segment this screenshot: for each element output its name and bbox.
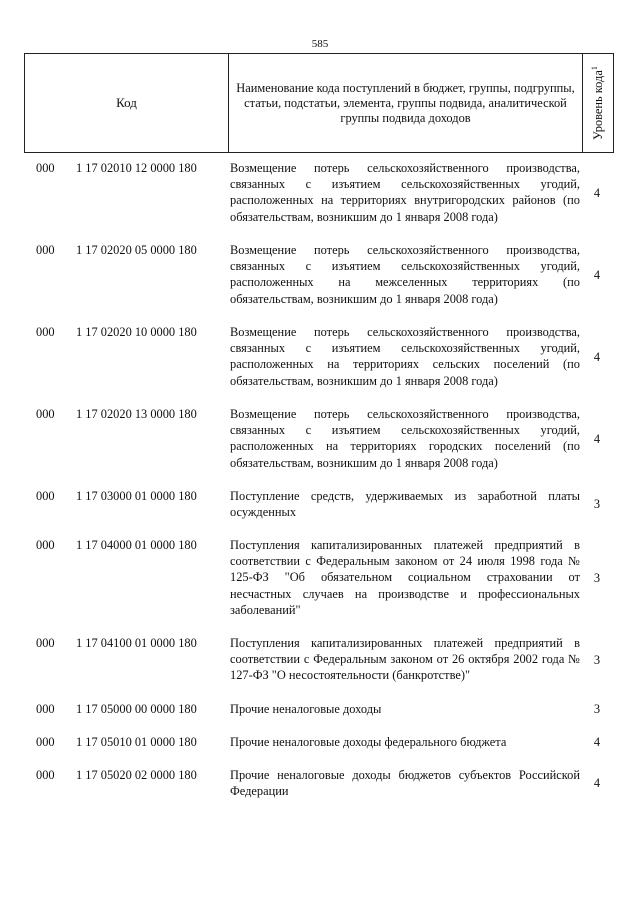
row-name: Возмещение потерь сельскохозяйственного производства, связанных с изъятием сельскохозяйственных угодий, расположенных на территориях городских поселений (по обязательствам, возникшим до 1 января 2008 года) [230,407,580,470]
header-code: Код [25,54,229,152]
header-name: Наименование кода поступлений в бюджет, группы, подгруппы, статьи, подстатьи, элемента, группы подвида, аналитической группы подвида доходов [229,54,583,152]
row-budget-code: 1 17 02020 05 0000 180 [76,243,197,257]
row-level: 4 [593,185,601,200]
table-row [0,406,640,472]
table-header [24,53,614,153]
row-admin-code: 000 [36,325,55,339]
row-budget-code: 1 17 04000 01 0000 180 [76,538,197,552]
row-admin-code: 000 [36,735,55,749]
row-budget-code: 1 17 02020 10 0000 180 [76,325,197,339]
table-row [0,242,640,308]
row-level: 4 [593,349,601,364]
row-budget-code: 1 17 04100 01 0000 180 [76,636,197,650]
row-level: 3 [593,652,601,667]
row-admin-code: 000 [36,768,55,782]
table-row [0,160,640,226]
table-row [0,734,640,751]
row-budget-code: 1 17 02010 12 0000 180 [76,161,197,175]
row-admin-code: 000 [36,407,55,421]
row-admin-code: 000 [36,538,55,552]
row-admin-code: 000 [36,636,55,650]
row-name: Прочие неналоговые доходы федерального бюджета [230,735,507,749]
row-admin-code: 000 [36,702,55,716]
header-level-label: Уровень кода [591,70,606,140]
row-level: 3 [593,570,601,585]
row-name: Возмещение потерь сельскохозяйственного производства, связанных с изъятием сельскохозяйственных угодий, расположенных на межселенных территориях (по обязательствам, возникшим до 1 января 2008 года) [230,243,580,306]
header-level-footnote: 1 [589,66,599,71]
row-name: Поступление средств, удерживаемых из заработной платы осужденных [230,489,580,520]
row-name: Прочие неналоговые доходы бюджетов субъектов Российской Федерации [230,768,580,799]
row-name: Возмещение потерь сельскохозяйственного производства, связанных с изъятием сельскохозяйственных угодий, расположенных на территориях сельских поселений (по обязательствам, возникшим до 1 января 2008 года) [230,325,580,388]
row-name: Возмещение потерь сельскохозяйственного производства, связанных с изъятием сельскохозяйственных угодий, расположенных на территориях внутригородских районов (по обязательствам, возникшим до 1 января 2008 года) [230,161,580,224]
row-admin-code: 000 [36,489,55,503]
row-level: 4 [593,776,601,790]
row-level: 4 [593,267,601,282]
row-budget-code: 1 17 05000 00 0000 180 [76,702,197,716]
table-row [0,635,640,685]
row-admin-code: 000 [36,161,55,175]
row-budget-code: 1 17 05020 02 0000 180 [76,768,197,782]
page-number: 585 [311,38,329,50]
row-level: 4 [593,735,601,749]
row-level: 3 [593,497,601,511]
row-budget-code: 1 17 02020 13 0000 180 [76,407,197,421]
row-name: Поступления капитализированных платежей предприятий в соответствии с Федеральным законом от 26 октября 2002 года № 127-ФЗ "О несостоятельности (банкротстве)" [230,636,580,683]
row-admin-code: 000 [36,243,55,257]
table-row [0,537,640,619]
table-row [0,701,640,718]
row-budget-code: 1 17 03000 01 0000 180 [76,489,197,503]
row-name: Поступления капитализированных платежей предприятий в соответствии с Федеральным законом от 24 июля 1998 года № 125-ФЗ "Об обязательном социальном страховании от несчастных случаев на производстве и профессиональных заболеваний" [230,538,580,617]
header-level [590,66,606,140]
row-name: Прочие неналоговые доходы [230,702,382,716]
table-row [0,767,640,800]
table-row [0,324,640,390]
table-row [0,488,640,521]
row-budget-code: 1 17 05010 01 0000 180 [76,735,197,749]
row-level: 3 [593,702,601,716]
header-level-cell [583,54,613,152]
row-level: 4 [593,431,601,446]
